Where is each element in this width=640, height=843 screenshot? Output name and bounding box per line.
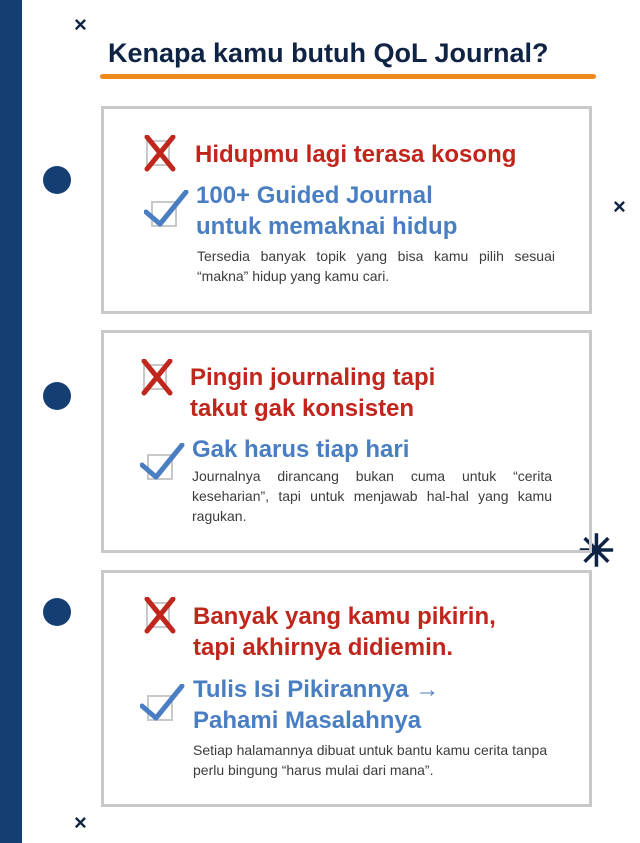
- solution-text: Tulis Isi Pikirannya →: [193, 676, 440, 703]
- title-underline: [100, 74, 596, 79]
- asterisk-doodle-icon: ✳: [578, 527, 615, 576]
- checkmark-icon: [140, 684, 186, 724]
- solution-text: 100+ Guided Journal: [196, 182, 433, 209]
- page-title: Kenapa kamu butuh QoL Journal?: [108, 38, 549, 68]
- binder-hole: [43, 382, 71, 410]
- x-mark-icon: [140, 359, 176, 397]
- cross-doodle-icon: ×: [74, 12, 87, 37]
- checkmark-icon: [140, 443, 186, 483]
- description: Journalnya dirancang bukan cuma untuk “cerita keseharian”, tapi untuk menjawab hal-hal yang kamu ragukan.: [192, 468, 552, 524]
- binder-hole: [43, 166, 71, 194]
- cross-doodle-icon: ×: [613, 194, 626, 219]
- checkmark-icon: [144, 190, 190, 230]
- x-mark-icon: [143, 597, 179, 635]
- problem-text: Hidupmu lagi terasa kosong: [195, 141, 517, 168]
- problem-text: Pingin journaling tapi: [190, 364, 436, 391]
- problem-text: takut gak konsisten: [190, 395, 415, 422]
- binding-bar: [0, 0, 22, 843]
- description: Tersedia banyak topik yang bisa kamu pilih sesuai “makna” hidup yang kamu cari.: [197, 248, 555, 284]
- binder-hole: [43, 598, 71, 626]
- x-mark-icon: [143, 135, 179, 173]
- solution-text: Gak harus tiap hari: [192, 436, 410, 463]
- cross-doodle-icon: ×: [74, 810, 87, 835]
- solution-text: Pahami Masalahnya: [193, 707, 422, 734]
- problem-text: tapi akhirnya didiemin.: [193, 634, 454, 661]
- problem-text: Banyak yang kamu pikirin,: [193, 603, 496, 630]
- description: Setiap halamannya dibuat untuk bantu kamu cerita tanpa perlu bingung “harus mulai dari mana”.: [193, 742, 548, 778]
- solution-text: untuk memaknai hidup: [196, 213, 458, 240]
